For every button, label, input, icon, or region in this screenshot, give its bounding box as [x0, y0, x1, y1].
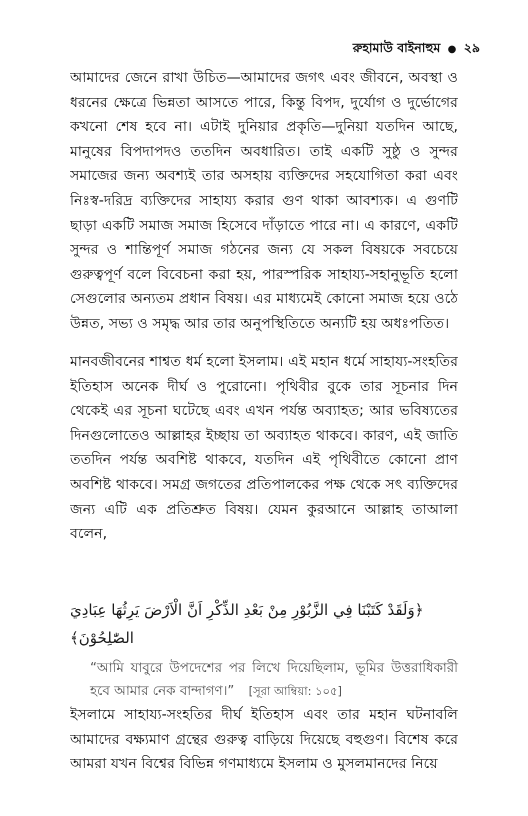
page-body [70, 66, 458, 781]
quran-verse [70, 596, 458, 652]
paragraph-2: মানবজীবনের শাশ্বত ধর্ম হলো ইসলাম। এই মহান ধর্মে সাহায্য-সংহতির ইতিহাস অনেক দীর্ঘ ও পুরোনো। পৃথিবীর বুকে তার সূচনার দিন থেকেই এর সূচনা ঘটেছে এবং এখন পর্যন্ত অব্যাহত; আর ভবিষ্যতের দিনগুলোতেও আল্লাহর ইচ্ছায় তা অব্যাহত থাকবে। কারণ, এই জাতি ততদিন পর্যন্ত অবশিষ্ট থাকবে, যতদিন এই পৃথিবীতে কোনো প্রাণ অবশিষ্ট থাকবে। সমগ্র জগতের প্রতিপালকের পক্ষ থেকে সৎ ব্যক্তিদের জন্য এটি এক প্রতিশ্রুত বিষয়। যেমন কুরআনে আল্লাহ তাআলা বলেন, [70, 354, 458, 543]
arabic-verse-line-1: ﴿وَلَقَدْ كَتَبْنَا فِي الزَّبُوْرِ مِنْ بَعْدِ الذِّكْرِ اَنَّ الْاَرْضَ يَرِثُهَا عِبَادِيَ [70, 601, 424, 619]
translation-text: “আমি যাবুরে উপদেশের পর লিখে দিয়েছিলাম, ভূমির উত্তরাধিকারী হবে আমার নেক বান্দাগণ।” [90, 661, 458, 699]
arabic-verse-line-2: الصّٰلِحُوْنَ﴾ [70, 629, 134, 647]
separator-dot: ● [447, 44, 457, 55]
page-number: ২৯ [463, 40, 480, 55]
verse-reference: [সূরা আম্বিয়া: ১০৫] [248, 684, 342, 698]
paragraph-1: আমাদের জেনে রাখা উচিত—আমাদের জগৎ এবং জীবনে, অবস্থা ও ধরনের ক্ষেত্রে ভিন্নতা আসতে পারে, কিন্তু বিপদ, দুর্যোগ ও দুর্ভোগের কখনো শেষ হবে না। এটাই দুনিয়ার প্রকৃতি—দুনিয়া যতদিন আছে, মানুষের বিপদাপদও ততদিন অবধারিত। তাই একটি সুষ্ঠু ও সুন্দর সমাজের জন্য অবশ্যই তার অসহায় ব্যক্তিদের সহযোগিতা করা এবং নিঃস্ব-দরিদ্র ব্যক্তিদের সাহায্য করার গুণ থাকা আবশ্যক। এ গুণটি ছাড়া একটি সমাজ সমাজ হিসেবে দাঁড়াতে পারে না। এ কারণে, একটি সুন্দর ও শান্তিপূর্ণ সমাজ গঠনের জন্য যে সকল বিষয়কে সবচেয়ে গুরুত্বপূর্ণ বলে বিবেচনা করা হয়, পারস্পরিক সাহায্য-সহানুভূতি হলো সেগুলোর অন্যতম প্রধান বিষয়। এর মাধ্যমেই কোনো সমাজ হয়ে ওঠে উন্নত, সভ্য ও সমৃদ্ধ আর তার অনুপস্থিতিতে অন্যটি হয় অধঃপতিত। [70, 70, 458, 332]
running-header [353, 40, 480, 60]
paragraph-3: ইসলামে সাহায্য-সংহতির দীর্ঘ ইতিহাস এবং তার মহান ঘটনাবলি আমাদের বক্ষ্যমাণ গ্রন্থের গুরুত্ব বাড়িয়ে দিয়েছে বহুগুণ। বিশেষ করে আমরা যখন বিশ্বের বিভিন্ন গণমাধ্যমে ইসলাম ও মুসলমানদের নিয়ে [70, 707, 458, 773]
book-title: রুহামাউ বাইনাহুম [352, 40, 441, 55]
verse-translation [90, 658, 458, 703]
